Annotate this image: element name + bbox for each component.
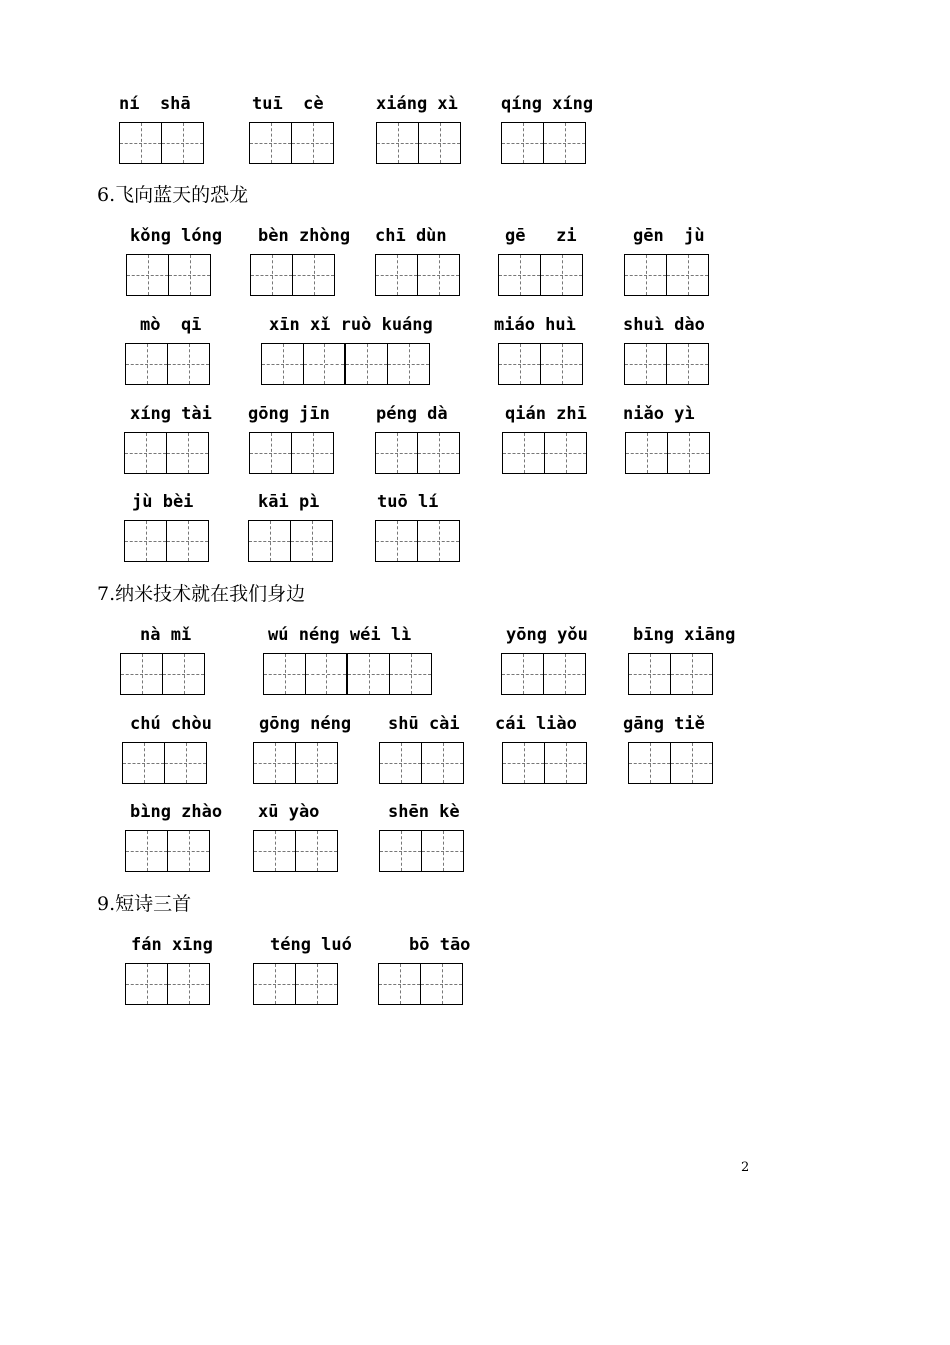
tian-grid-box[interactable] bbox=[418, 521, 460, 561]
pinyin-label: gōng néng bbox=[259, 714, 352, 734]
section-heading-9: 9.短诗三首 bbox=[97, 893, 192, 915]
tian-grid-box[interactable] bbox=[390, 654, 432, 694]
pinyin-label: xīn xǐ ruò kuáng bbox=[269, 315, 433, 335]
tian-grid-box[interactable] bbox=[667, 344, 709, 384]
pinyin-label: ní shā bbox=[119, 94, 191, 114]
pinyin-label: xíng tài bbox=[130, 404, 212, 424]
pinyin-label: yōng yǒu bbox=[506, 625, 588, 645]
tian-grid-box[interactable] bbox=[168, 344, 210, 384]
writing-box-row bbox=[624, 343, 709, 385]
tian-grid-box[interactable] bbox=[165, 743, 207, 783]
tian-grid-box[interactable] bbox=[503, 433, 545, 473]
tian-grid-box[interactable] bbox=[167, 433, 209, 473]
writing-box-row bbox=[250, 254, 335, 296]
writing-box-row bbox=[501, 653, 586, 695]
pinyin-label: bìng zhào bbox=[130, 802, 223, 822]
writing-box-row bbox=[502, 432, 587, 474]
writing-box-row bbox=[120, 653, 205, 695]
tian-grid-box[interactable] bbox=[545, 743, 587, 783]
tian-grid-box[interactable] bbox=[254, 743, 296, 783]
writing-box-row bbox=[119, 122, 204, 164]
pinyin-label: kǒng lóng bbox=[130, 226, 223, 246]
tian-grid-box[interactable] bbox=[418, 433, 460, 473]
tian-grid-box[interactable] bbox=[544, 123, 586, 163]
tian-grid-box[interactable] bbox=[376, 433, 418, 473]
tian-grid-box[interactable] bbox=[502, 654, 544, 694]
pinyin-label: shuì dào bbox=[623, 315, 705, 335]
section-heading-6: 6.飞向蓝天的恐龙 bbox=[97, 184, 249, 206]
writing-box-row bbox=[378, 963, 463, 1005]
pinyin-label: shū cài bbox=[388, 714, 460, 734]
tian-grid-box[interactable] bbox=[545, 433, 587, 473]
tian-grid-box[interactable] bbox=[671, 743, 713, 783]
writing-box-row bbox=[379, 830, 464, 872]
page-number: 2 bbox=[741, 1160, 750, 1175]
tian-grid-box[interactable] bbox=[348, 654, 390, 694]
pinyin-label: gē zi bbox=[505, 226, 577, 246]
writing-box-row bbox=[376, 122, 461, 164]
tian-grid-box[interactable] bbox=[541, 344, 583, 384]
writing-box-row bbox=[125, 830, 210, 872]
tian-grid-box[interactable] bbox=[250, 433, 292, 473]
tian-grid-box[interactable] bbox=[499, 255, 541, 295]
tian-grid-box[interactable] bbox=[502, 123, 544, 163]
writing-box-row bbox=[628, 653, 713, 695]
writing-box-row bbox=[253, 830, 338, 872]
tian-grid-box[interactable] bbox=[667, 255, 709, 295]
writing-box-row bbox=[625, 432, 710, 474]
tian-grid-box[interactable] bbox=[380, 831, 422, 871]
tian-grid-box[interactable] bbox=[125, 433, 167, 473]
pinyin-label: wú néng wéi lì bbox=[268, 625, 412, 645]
tian-grid-box[interactable] bbox=[625, 255, 667, 295]
tian-grid-box[interactable] bbox=[254, 964, 296, 1004]
tian-grid-box[interactable] bbox=[388, 344, 430, 384]
pinyin-label: péng dà bbox=[376, 404, 448, 424]
writing-box-row bbox=[502, 742, 587, 784]
tian-grid-box[interactable] bbox=[296, 831, 338, 871]
pinyin-label: gōng jīn bbox=[248, 404, 330, 424]
tian-grid-box[interactable] bbox=[544, 654, 586, 694]
pinyin-label: fán xīng bbox=[131, 935, 213, 955]
writing-box-row bbox=[253, 963, 338, 1005]
tian-grid-box[interactable] bbox=[251, 255, 293, 295]
tian-grid-box[interactable] bbox=[126, 344, 168, 384]
pinyin-label: gāng tiě bbox=[623, 714, 705, 734]
tian-grid-box[interactable] bbox=[380, 743, 422, 783]
section-heading-7: 7.纳米技术就在我们身边 bbox=[97, 583, 306, 605]
tian-grid-box[interactable] bbox=[629, 743, 671, 783]
tian-grid-box[interactable] bbox=[168, 964, 210, 1004]
tian-grid-box[interactable] bbox=[291, 521, 333, 561]
pinyin-label: qíng xíng bbox=[501, 94, 594, 114]
tian-grid-box[interactable] bbox=[125, 521, 167, 561]
tian-grid-box[interactable] bbox=[169, 255, 211, 295]
tian-grid-box[interactable] bbox=[123, 743, 165, 783]
tian-grid-box[interactable] bbox=[304, 344, 346, 384]
pinyin-label: jù bèi bbox=[132, 492, 194, 512]
writing-box-row bbox=[628, 742, 713, 784]
pinyin-label: miáo huì bbox=[494, 315, 576, 335]
writing-box-row bbox=[248, 520, 333, 562]
tian-grid-box[interactable] bbox=[668, 433, 710, 473]
tian-grid-box[interactable] bbox=[120, 123, 162, 163]
tian-grid-box[interactable] bbox=[296, 743, 338, 783]
tian-grid-box[interactable] bbox=[629, 654, 671, 694]
writing-box-row bbox=[124, 432, 209, 474]
writing-box-row bbox=[261, 343, 430, 385]
pinyin-label: mò qī bbox=[140, 315, 202, 335]
pinyin-label: bèn zhòng bbox=[258, 226, 351, 246]
pinyin-label: tuō lí bbox=[377, 492, 439, 512]
pinyin-label: shēn kè bbox=[388, 802, 460, 822]
writing-box-row bbox=[253, 742, 338, 784]
tian-grid-box[interactable] bbox=[262, 344, 304, 384]
tian-grid-box[interactable] bbox=[671, 654, 713, 694]
pinyin-label: tuī cè bbox=[252, 94, 324, 114]
tian-grid-box[interactable] bbox=[306, 654, 348, 694]
tian-grid-box[interactable] bbox=[162, 123, 204, 163]
writing-box-row bbox=[263, 653, 432, 695]
tian-grid-box[interactable] bbox=[541, 255, 583, 295]
tian-grid-box[interactable] bbox=[418, 255, 460, 295]
tian-grid-box[interactable] bbox=[254, 831, 296, 871]
writing-box-row bbox=[624, 254, 709, 296]
tian-grid-box[interactable] bbox=[625, 344, 667, 384]
pinyin-label: bīng xiāng bbox=[633, 625, 736, 645]
tian-grid-box[interactable] bbox=[626, 433, 668, 473]
tian-grid-box[interactable] bbox=[250, 123, 292, 163]
tian-grid-box[interactable] bbox=[293, 255, 335, 295]
writing-box-row bbox=[125, 963, 210, 1005]
tian-grid-box[interactable] bbox=[127, 255, 169, 295]
tian-grid-box[interactable] bbox=[167, 521, 209, 561]
writing-box-row bbox=[125, 343, 210, 385]
pinyin-label: téng luó bbox=[270, 935, 352, 955]
writing-box-row bbox=[249, 122, 334, 164]
writing-box-row bbox=[124, 520, 209, 562]
tian-grid-box[interactable] bbox=[126, 964, 168, 1004]
pinyin-label: chú chòu bbox=[130, 714, 212, 734]
writing-box-row bbox=[126, 254, 211, 296]
tian-grid-box[interactable] bbox=[377, 123, 419, 163]
writing-box-row bbox=[122, 742, 207, 784]
tian-grid-box[interactable] bbox=[422, 831, 464, 871]
pinyin-label: chī dùn bbox=[375, 226, 447, 246]
tian-grid-box[interactable] bbox=[296, 964, 338, 1004]
tian-grid-box[interactable] bbox=[264, 654, 306, 694]
pinyin-label: gēn jù bbox=[633, 226, 705, 246]
tian-grid-box[interactable] bbox=[503, 743, 545, 783]
tian-grid-box[interactable] bbox=[419, 123, 461, 163]
tian-grid-box[interactable] bbox=[422, 743, 464, 783]
writing-box-row bbox=[249, 432, 334, 474]
tian-grid-box[interactable] bbox=[499, 344, 541, 384]
tian-grid-box[interactable] bbox=[376, 255, 418, 295]
writing-box-row bbox=[375, 520, 460, 562]
tian-grid-box[interactable] bbox=[376, 521, 418, 561]
tian-grid-box[interactable] bbox=[163, 654, 205, 694]
pinyin-label: xū yào bbox=[258, 802, 320, 822]
pinyin-label: qián zhī bbox=[505, 404, 587, 424]
pinyin-label: nà mǐ bbox=[140, 625, 192, 645]
tian-grid-box[interactable] bbox=[249, 521, 291, 561]
writing-box-row bbox=[375, 254, 460, 296]
writing-box-row bbox=[498, 254, 583, 296]
tian-grid-box[interactable] bbox=[421, 964, 463, 1004]
tian-grid-box[interactable] bbox=[121, 654, 163, 694]
tian-grid-box[interactable] bbox=[168, 831, 210, 871]
writing-box-row bbox=[498, 343, 583, 385]
writing-box-row bbox=[501, 122, 586, 164]
writing-box-row bbox=[375, 432, 460, 474]
pinyin-label: xiáng xì bbox=[376, 94, 458, 114]
pinyin-label: kāi pì bbox=[258, 492, 320, 512]
tian-grid-box[interactable] bbox=[379, 964, 421, 1004]
tian-grid-box[interactable] bbox=[292, 433, 334, 473]
pinyin-label: cái liào bbox=[495, 714, 577, 734]
pinyin-label: bō tāo bbox=[409, 935, 471, 955]
tian-grid-box[interactable] bbox=[126, 831, 168, 871]
writing-box-row bbox=[379, 742, 464, 784]
tian-grid-box[interactable] bbox=[346, 344, 388, 384]
tian-grid-box[interactable] bbox=[292, 123, 334, 163]
pinyin-label: niǎo yì bbox=[623, 404, 695, 424]
